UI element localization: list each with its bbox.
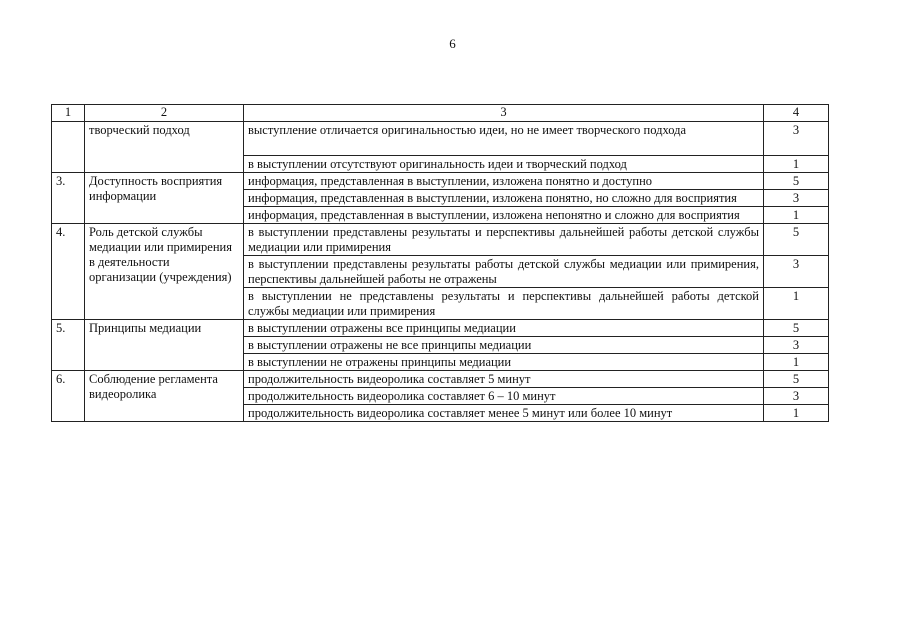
criterion-name: творческий подход [85,122,244,173]
criterion-score: 3 [764,190,829,207]
criterion-description: в выступлении представлены результаты работы детской службы медиации или примирения, перспективы дальнейшей работы не отражены [244,256,764,288]
criterion-description: в выступлении не представлены результаты и перспективы дальнейшей работы детской службы медиации или примирения [244,288,764,320]
criterion-number: 3. [52,173,85,224]
criterion-description: продолжительность видеоролика составляет 6 – 10 минут [244,388,764,405]
criterion-score: 1 [764,207,829,224]
criterion-number [52,122,85,173]
criterion-description: продолжительность видеоролика составляет менее 5 минут или более 10 минут [244,405,764,422]
header-col-2: 2 [85,105,244,122]
table-row [52,173,829,190]
criterion-score: 3 [764,388,829,405]
criterion-score: 3 [764,337,829,354]
table-row [52,371,829,388]
criterion-description: в выступлении не отражены принципы медиации [244,354,764,371]
criterion-score: 1 [764,405,829,422]
criteria-table [51,104,829,422]
criterion-number: 6. [52,371,85,422]
criterion-description: продолжительность видеоролика составляет 5 минут [244,371,764,388]
criterion-name: Роль детской службы медиации или примирения в деятельности организации (учреждения) [85,224,244,320]
criterion-description: информация, представленная в выступлении, изложена понятно, но сложно для восприятия [244,190,764,207]
header-col-4: 4 [764,105,829,122]
criterion-description: информация, представленная в выступлении, изложена непонятно и сложно для восприятия [244,207,764,224]
table-row [52,122,829,156]
header-col-1: 1 [52,105,85,122]
criterion-score: 3 [764,122,829,156]
criterion-score: 5 [764,320,829,337]
criterion-description: в выступлении представлены результаты и перспективы дальнейшей работы детской службы медиации или примирения [244,224,764,256]
criterion-description: информация, представленная в выступлении, изложена понятно и доступно [244,173,764,190]
criterion-number: 5. [52,320,85,371]
criterion-name: Доступность восприятия информации [85,173,244,224]
criterion-score: 5 [764,371,829,388]
criterion-score: 5 [764,173,829,190]
criterion-description: в выступлении отражены все принципы медиации [244,320,764,337]
criterion-description: в выступлении отражены не все принципы медиации [244,337,764,354]
table-row [52,320,829,337]
table-row [52,224,829,256]
criterion-score: 3 [764,256,829,288]
criterion-score: 5 [764,224,829,256]
page-number: 6 [449,36,456,51]
criterion-description: выступление отличается оригинальностью идеи, но не имеет творческого подхода [244,122,764,156]
criterion-score: 1 [764,156,829,173]
criterion-name: Соблюдение регламента видеоролика [85,371,244,422]
criterion-score: 1 [764,288,829,320]
criterion-number: 4. [52,224,85,320]
criterion-description: в выступлении отсутствуют оригинальность идеи и творческий подход [244,156,764,173]
criterion-score: 1 [764,354,829,371]
header-col-3: 3 [244,105,764,122]
table-header-row [52,105,829,122]
criterion-name: Принципы медиации [85,320,244,371]
